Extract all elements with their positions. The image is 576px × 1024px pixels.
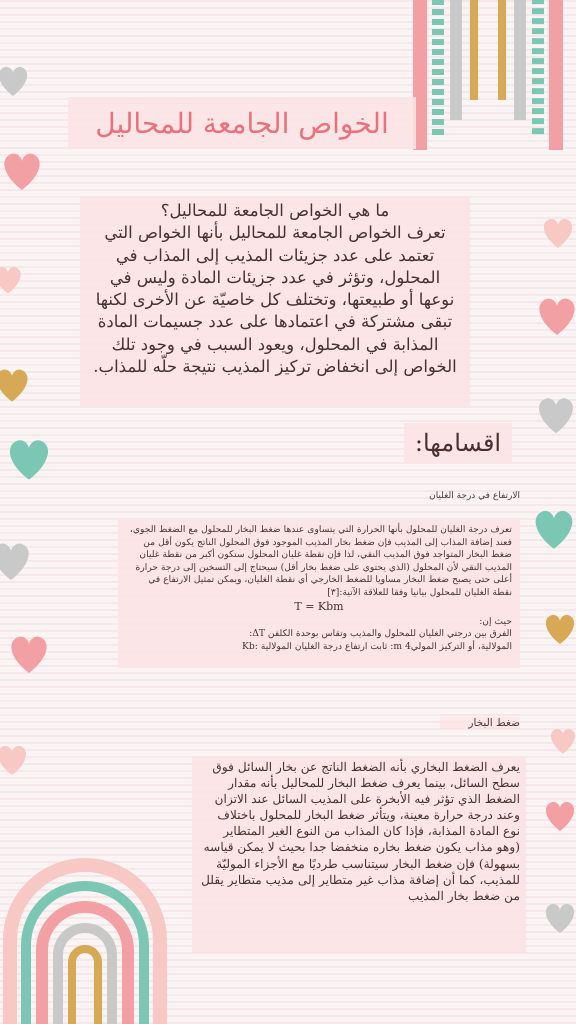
heart-icon — [2, 428, 56, 488]
intro-section — [80, 196, 470, 406]
rainbow-icon — [400, 0, 576, 185]
boiling-paragraph: تعرف درجة الغليان للمحلول بأنها الحرارة التي يتساوى عندها ضغط البخار للمحلول مع الضغط الجوي، فعند إضافة المذاب إلى المذيب فإن ضغط بخار المذيب الموجود فوق المحلول الناتج يكون أقل من ضغط البخار المتواجد فوق المذيب النقي، لذا فإن نقطة غليان المحلول ستكون أكبر من نقطة غليان المذيب النقي لأن المحلول (الذي يحتوي على ضغط بخار أقل) سيحتاج إلى التسخين إلى درجة حرارة أعلى حتى يصبح ضغط البخار مساويا للضغط الخارجي أي نقطة الغليان، ويمكن تمثيل الارتفاع في نقطة الغليان للمحلول بيانيا وفقا للعلاقة الآتية:[٣] — [129, 524, 512, 598]
page-title — [68, 97, 416, 149]
vapor-paragraph: يعرف الضغط البخاري بأنه الضغط الناتج عن بخار السائل فوق سطح السائل، بينما يعرف ضغط البخار للمحاليل بأنه مقدار الضغط الذي تؤثر فيه الأبخرة على المذيب السائل عند الاتزان وعند درجة حرارة معينة، ويتأثر ضغط البخار للمحلول باختلاف نوع المادة المذابة، فإذا كان المذاب من النوع الغير المتطاير (وهو مذاب يكون ضغط بخاره منخفضا جدا بحيث لا يمكن قياسه بسهولة) فإن ضغط البخار سيتناسب طرديًا مع الأجزاء الموليّة للمذيب، كما أن إضافة مذاب غير متطاير إلى مذيب متطاير يقلل من ضغط بخار المذيب — [201, 760, 520, 903]
boiling-line-1: الفرق بين درجتي الغليان للمحلول والمذيب وتقاس بوحدة الكلفن ΔT: — [249, 628, 512, 639]
heart-icon — [2, 628, 56, 678]
heart-icon — [540, 790, 576, 840]
heart-icon — [0, 145, 50, 195]
heart-icon — [540, 888, 576, 946]
intro-question: ما هي الخواص الجامعة للمحاليل؟ — [160, 201, 390, 220]
boiling-section — [118, 520, 520, 668]
boiling-formula: T = Kbm — [294, 600, 344, 613]
boiling-where: حيث إن: — [479, 615, 512, 627]
vapor-label: ضغط البخار — [440, 717, 520, 729]
heart-icon — [532, 388, 576, 440]
intro-paragraph: تعرف الخواص الجامعة للمحاليل بأنها الخواص التي تعتمد على عدد جزيئات المذيب إلى المذاب في المحلول، وتؤثر في عدد جزيئات المادة وليس في نوعها أو طبيعتها، وتختلف كل خاصيّة عن الأخرى لكنها تبقى مشتركة في اعتمادها على عدد جسيمات المادة المذابة في المحلول، ويعود السبب في وجود تلك الخواص إلى انخفاض تركيز المذيب نتيجة حلّه للمذاب. — [93, 223, 457, 377]
rainbow-icon — [0, 850, 170, 1024]
heart-icon — [538, 210, 576, 254]
vapor-section — [192, 757, 526, 953]
heart-icon — [0, 362, 36, 406]
heart-icon — [0, 535, 36, 585]
heart-icon — [528, 500, 576, 556]
heart-icon — [0, 255, 26, 303]
heart-icon — [0, 60, 34, 100]
heart-icon — [546, 720, 576, 760]
boiling-label: الارتفاع في درجة الغليان — [429, 491, 520, 501]
boiling-line-2: المولالية، أو التركيز المولي‏4 m: ثابت ارتفاع درجة الغليان المولالية :Kb — [242, 640, 512, 652]
heart-icon — [532, 290, 576, 340]
sections-heading-text: اقسامها: — [414, 429, 502, 457]
heart-icon — [540, 600, 576, 656]
heart-icon — [0, 736, 32, 782]
page-title-text: الخواص الجامعة للمحاليل — [95, 106, 389, 140]
sections-heading — [404, 423, 512, 463]
